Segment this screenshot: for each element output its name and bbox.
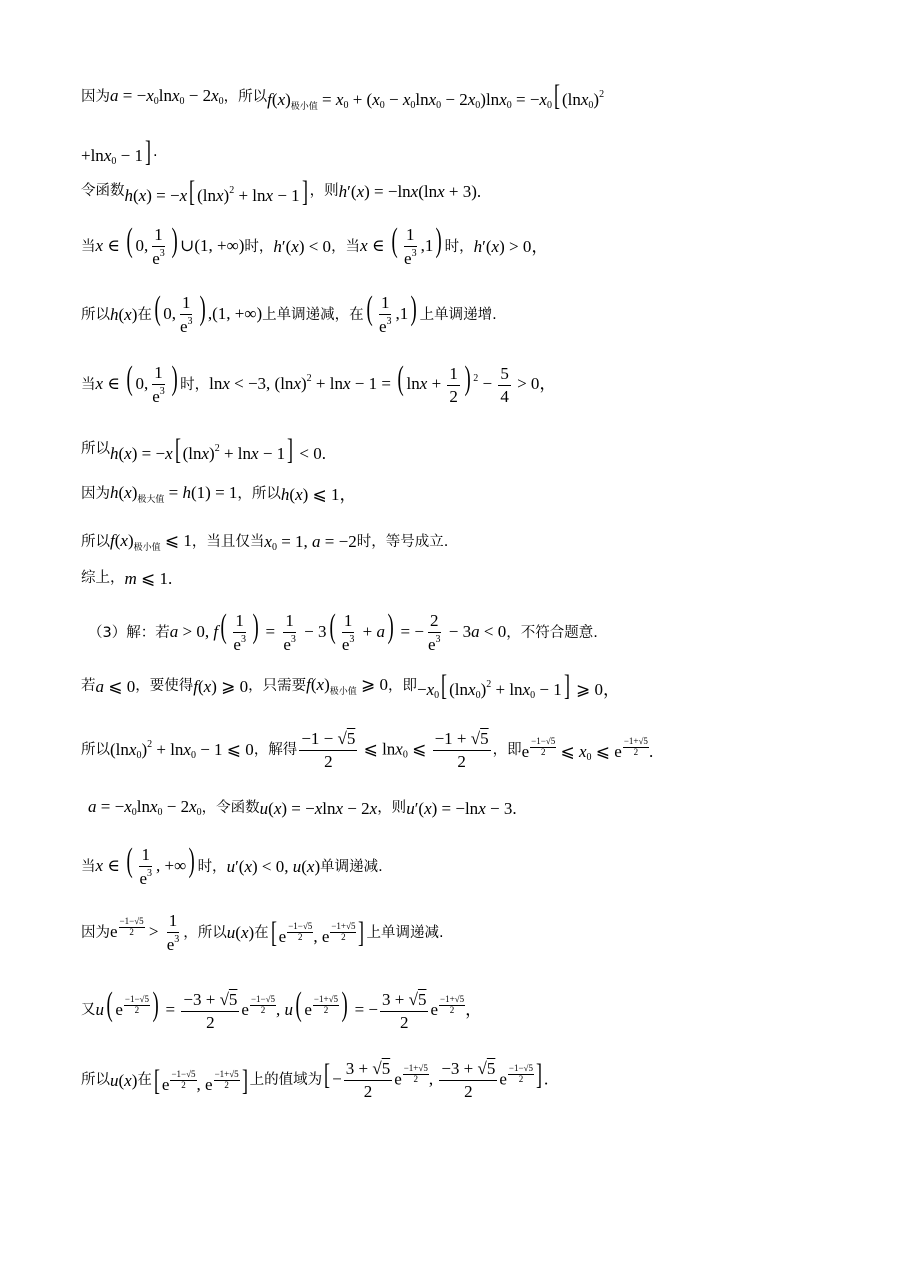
- line-18: 所以 u(x) 在 [ e $\frac{-1-√5}{2}$ , e $\frac{-1+√5}{2}$ ] 上的值域为 [ − $\frac{3 + √5}{2}$ e $\frac{-1+√5}{2}$ , $\frac{-3 + √5}{2}$ e $\frac{-1-√5}{2}$ ] .: [81, 1058, 549, 1101]
- line-13: 所以 $(\ln x_0)^2 + \ln x_0 - 1$ ⩽ 0 ，解得 $\frac{-1 - √5}{2}$ ⩽ lnx$_0$ ⩽ $\frac{-1 + √5}{2}$ ，即 e $\frac{-1-√5}{2}$ ⩽ $x_0$ ⩽ e $\frac{-1+√5}{2}$ .: [81, 729, 654, 771]
- line-12: 若 a ⩽ 0 ，要使得 f(x) ⩾ 0 ，只需要 $f(x)_{极小值}$ ⩾ 0 ，即 $-x_0$[ $(\ln x_0)^2 + \ln x_0 - 1$] ⩾ 0，: [81, 669, 620, 702]
- line-8: 因为 $h(x)_{极大值} = h(1) = 1$ ，所以 h(x) ⩽ 1，: [81, 483, 357, 505]
- line-10: 综上， m ⩽ 1.: [81, 569, 173, 588]
- line-15: 当 x ∈ ( $\frac{1}{e^3}$ , +∞) 时， u′(x) < 0, u(x) 单调递减.: [81, 842, 383, 889]
- line-5: 所以 h(x) 在 ( 0, $\frac{1}{e^3}$ ) ,(1, +∞) 上单调递减，在 ( $\frac{1}{e^3}$ ,1) 上单调递增.: [81, 290, 497, 337]
- line-7: 所以 h(x) = −x[ $(\ln x)^2 + \ln x - 1] < 0$.: [81, 433, 327, 466]
- line-3: 令函数 h(x) = −x[ $(\ln x)^2 + \ln x - 1$] ，则 h′(x) = −lnx(lnx + 3).: [81, 175, 482, 208]
- line-16: 因为 e $\frac{-1-√5}{2}$ > $\frac{1}{e^3}$ ，所以 u(x) 在 [ e $\frac{-1-√5}{2}$ , e $\frac{-1+√5}{2}$ ] 上单调递减.: [81, 911, 444, 954]
- line-4: 当 x ∈ ( 0, $\frac{1}{e^3}$ ) ∪(1, +∞) 时， h′(x) < 0 ，当 x ∈ ( $\frac{1}{e^3}$ ,1) 时， h′(x) > 0，: [81, 222, 549, 269]
- line-17: 又 u( e $\frac{-1-√5}{2}$ ) = $\frac{-3 + √5}{2}$ e $\frac{-1-√5}{2}$ , u( e $\frac{-1+√5}{2}$ ) = − $\frac{3 + √5}{2}$ e $\frac{-1+√5}{2}$ ，: [81, 986, 483, 1032]
- line-11: （3）解：若 a > 0, f( $\frac{1}{e^3}$ ) = $\frac{1}{e^3}$ − 3( $\frac{1}{e^3}$ + a) = − $\frac{2}{e^3}$ − 3a < 0 ，不符合题意.: [88, 608, 598, 655]
- line-1: 因为 $a = -x_0\ln x_0 - 2x_0$ ，所以 $f(x)_{极小值} = x_0 + (x_0 - x_0\ln x_0 - 2x_0)\ln x_0 = -x_0$[ $(\ln x_0)^2$: [81, 79, 605, 112]
- line-9: 所以 $f(x)_{极小值}$ ⩽ 1 ，当且仅当 $x_0 = 1$, a = −2 时，等号成立.: [81, 531, 449, 553]
- line-6: 当 x ∈ ( 0, $\frac{1}{e^3}$ ) 时， lnx < −3, $(\ln x)^2 + \ln x - 1$ = ( lnx + $\frac{1}{2}$ ) $^2$ − $\frac{5}{4}$ > 0，: [81, 360, 557, 407]
- line-14: $a = -x_0\ln x_0 - 2x_0$ ，令函数 u(x) = −xlnx − 2x ，则 u′(x) = −lnx − 3.: [88, 797, 517, 818]
- line-2: +lnx$_0$ − 1] .: [81, 135, 158, 168]
